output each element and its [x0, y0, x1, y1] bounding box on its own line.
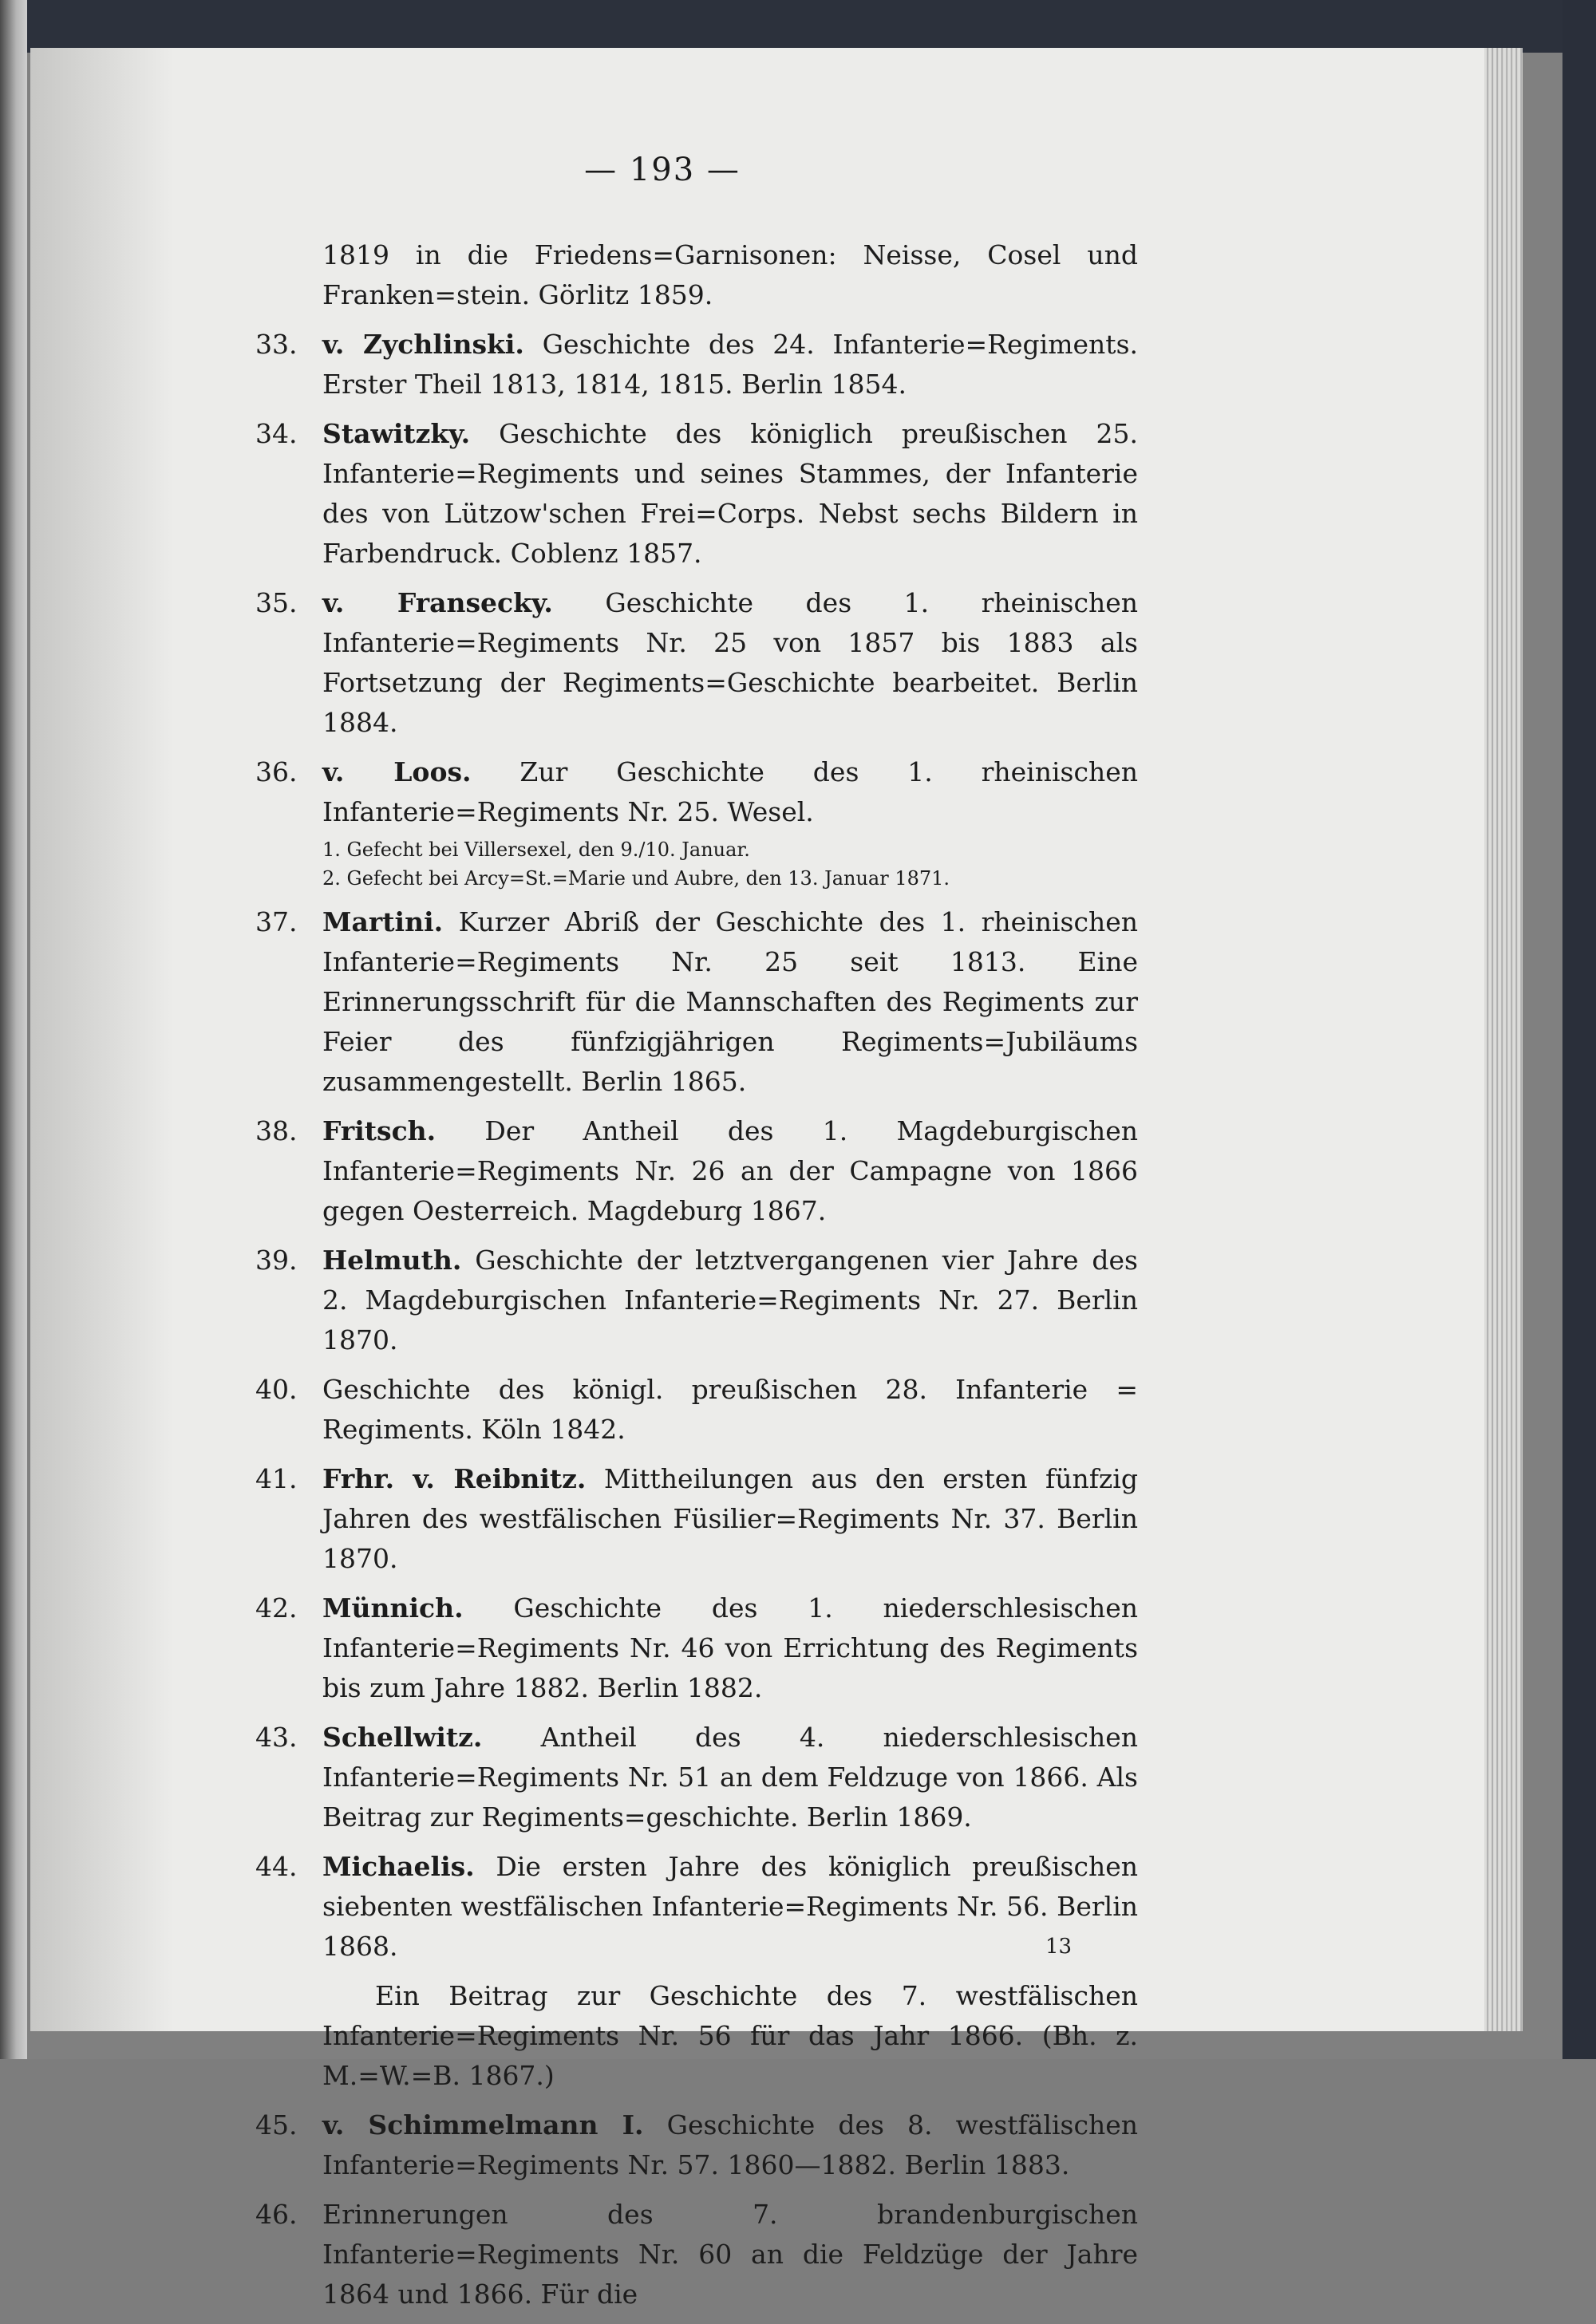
entry-title: Geschichte des 1. niederschlesischen Infanterie=Regiments Nr. 46 von Errichtung des Regiments bis zum Jahre 1882. Berlin 1882.: [322, 1592, 1138, 1703]
entry-title: Geschichte des königl. preußischen 28. Infanterie = Regiments. Köln 1842.: [322, 1374, 1138, 1445]
entry-title: Erinnerungen des 7. brandenburgischen Infanterie=Regiments Nr. 60 an die Feldzüge der Jahre 1864 und 1866. Für die: [322, 2199, 1138, 2310]
lead-in-paragraph: 1819 in die Friedens=Garnisonen: Neisse, Cosel und Franken=stein. Görlitz 1859.: [322, 239, 1138, 310]
bibliography-entry: [255, 752, 1138, 832]
entry-author: v. Loos.: [322, 756, 472, 787]
entry-number: 46.: [255, 2199, 298, 2230]
entry-title: Geschichte des königlich preußischen 25. Infanterie=Regiments und seines Stammes, der Infanterie des von Lützow'schen Frei=Corps. Nebst sechs Bildern in Farbendruck. Coblenz 1857.: [322, 418, 1138, 569]
bibliography-entry: [255, 583, 1138, 743]
entry-number: 33.: [255, 329, 298, 360]
entry-sub-item: 1. Gefecht bei Villersexel, den 9./10. Januar.: [322, 838, 750, 861]
book-spine: [0, 0, 27, 2059]
entry-title: Zur Geschichte des 1. rheinischen Infanterie=Regiments Nr. 25. Wesel.: [322, 756, 1138, 827]
entry-number: 34.: [255, 418, 298, 449]
bibliography-entry: [255, 325, 1138, 404]
entry-number: 40.: [255, 1374, 298, 1405]
entry-title: Geschichte des 8. westfälischen Infanterie=Regiments Nr. 57. 1860—1882. Berlin 1883.: [322, 2109, 1138, 2180]
entry-number: 43.: [255, 1722, 298, 1753]
entry-title: Kurzer Abriß der Geschichte des 1. rheinischen Infanterie=Regiments Nr. 25 seit 1813. Eine Erinnerungsschrift für die Mannschaften des Regiments zur Feier des fünfzigjährigen Regiments=Jubiläums zusammengestellt. Berlin 1865.: [322, 906, 1138, 1097]
entry-author: Frhr. v. Reibnitz.: [322, 1463, 587, 1494]
entry-author: Helmuth.: [322, 1245, 462, 1276]
signature-mark: 13: [1045, 1935, 1073, 1959]
bibliography-entry: [255, 1111, 1138, 1231]
bibliography-entry: [255, 1241, 1138, 1360]
book-cover-right: [1562, 0, 1596, 2059]
page-number: — 193 —: [584, 152, 741, 188]
page-edges: [1484, 48, 1523, 2031]
bibliography-entry: [255, 2105, 1138, 2185]
entry-author: Michaelis.: [322, 1851, 475, 1882]
entry-number: 36.: [255, 756, 298, 787]
bibliography-entry: [255, 902, 1138, 1102]
entry-number: 35.: [255, 587, 298, 618]
book-cover-top: [27, 0, 1596, 53]
entry-number: 44.: [255, 1851, 298, 1882]
entry-number: 45.: [255, 2109, 298, 2141]
bibliography-entry: [255, 1588, 1138, 1708]
entry-author: v. Schimmelmann I.: [322, 2109, 644, 2141]
entry-number: 37.: [255, 906, 298, 937]
entry-author: Fritsch.: [322, 1115, 437, 1146]
entry-author: Martini.: [322, 906, 444, 937]
entry-title: Antheil des 4. niederschlesischen Infanterie=Regiments Nr. 51 an dem Feldzuge von 1866. Als Beitrag zur Regiments=geschichte. Berlin 1869.: [322, 1722, 1138, 1833]
bibliography-entry: [255, 1370, 1138, 1450]
bibliography-entry: [255, 1718, 1138, 1837]
entry-title: Der Antheil des 1. Magdeburgischen Infanterie=Regiments Nr. 26 an der Campagne von 1866 gegen Oesterreich. Magdeburg 1867.: [322, 1115, 1138, 1226]
entry-author: Schellwitz.: [322, 1722, 483, 1753]
bibliography-entry: [255, 414, 1138, 574]
entry-note: Ein Beitrag zur Geschichte des 7. westfälischen Infanterie=Regiments Nr. 56 für das Jahr 1866. (Bh. z. M.=W.=B. 1867.): [322, 1980, 1138, 2091]
entry-title: Die ersten Jahre des königlich preußischen siebenten westfälischen Infanterie=Regiments Nr. 56. Berlin 1868.: [322, 1851, 1138, 1962]
entry-author: v. Zychlinski.: [322, 329, 524, 360]
bibliography-entry: [255, 1459, 1138, 1579]
entry-title: Geschichte der letztvergangenen vier Jahre des 2. Magdeburgischen Infanterie=Regiments Nr. 27. Berlin 1870.: [322, 1245, 1138, 1355]
page-text: [255, 235, 1138, 2324]
gutter-shadow: [30, 48, 174, 2031]
entry-number: 42.: [255, 1592, 298, 1624]
entry-title: Geschichte des 24. Infanterie=Regiments. Erster Theil 1813, 1814, 1815. Berlin 1854.: [322, 329, 1138, 400]
entry-number: 39.: [255, 1245, 298, 1276]
entry-author: Münnich.: [322, 1592, 464, 1624]
entry-number: 38.: [255, 1115, 298, 1146]
bibliography-entry: [255, 2195, 1138, 2314]
entry-title: Geschichte des 1. rheinischen Infanterie=Regiments Nr. 25 von 1857 bis 1883 als Fortsetzung der Regiments=Geschichte bearbeitet. Berlin 1884.: [322, 587, 1138, 738]
bibliography-entry: [255, 1847, 1138, 1967]
entry-author: Stawitzky.: [322, 418, 471, 449]
entry-title: Mittheilungen aus den ersten fünfzig Jahren des westfälischen Füsilier=Regiments Nr. 37. Berlin 1870.: [322, 1463, 1138, 1574]
entry-sub-item: 2. Gefecht bei Arcy=St.=Marie und Aubre, den 13. Januar 1871.: [322, 867, 950, 890]
entry-number: 41.: [255, 1463, 298, 1494]
entry-author: v. Fransecky.: [322, 587, 553, 618]
